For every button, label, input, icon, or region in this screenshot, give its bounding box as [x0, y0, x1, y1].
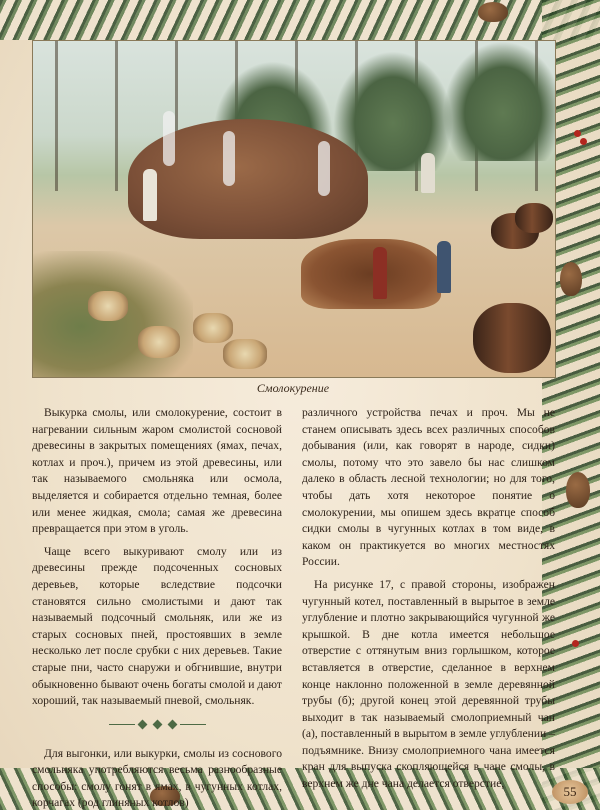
worker-figure: [143, 169, 157, 221]
berry-icon: [580, 138, 587, 145]
ornament-line: [180, 724, 206, 725]
page-number: 55: [552, 780, 588, 804]
stump: [88, 291, 128, 321]
leaf-icon: [137, 720, 147, 730]
tar-pit: [301, 239, 441, 309]
paragraph: Для выгонки, или выкурки, смолы из соснового смольняка употребляются весьма разнообразные способы: смолу гонят в ямах, в чугунных котлах, корчагах (род глиняных котлов): [32, 746, 282, 810]
text-column-right: [302, 405, 555, 799]
illustration-caption: Смолокурение: [256, 381, 330, 395]
pine-cone-icon: [560, 262, 582, 296]
paragraph: различного устройства печах и проч. Мы не станем описывать здесь всех различных способов добывания (или, как говорят в народе, сидки) смолы, потому что это завело бы нас слишком далеко в область лесной технологии; но для того, чтобы дать хотя некоторое понятие о смолокурении, мы опишем здесь вкратце способ сидки смолы в чугунных котлах в том виде, в каком он практикуется во многих местностях России.: [302, 406, 555, 569]
leaf-icon: [167, 720, 177, 730]
barrel: [515, 203, 553, 233]
text-column-left: [32, 405, 282, 810]
paragraph: Чаще всего выкуривают смолу или из древесины прежде подсоченных сосновых деревьев, которые вследствие подсочки становятся сильно смолистыми и дают так называемый подсочный смольняк, или же из старых сосновых пней, простоявших в земле несколько лет после срубки с них деревьев. Такие старые пни, часто снаружи и обгнившие, внутри обыкновенно бывают очень богаты смолой и дают хороший, так называемый пневой, смольняк.: [32, 544, 282, 708]
smoke: [163, 111, 175, 166]
tar-making-illustration: [32, 40, 556, 378]
worker-figure: [437, 241, 451, 293]
pine-tree: [443, 41, 556, 161]
pine-cone-icon: [566, 472, 590, 508]
paragraph: На рисунке 17, с правой стороны, изображен чугунный котел, поставленный в вырытое в земле углубление и плотно закрывающийся чугунной же крышкой. В дне котла имеется небольшое отверстие с оттянутым вниз горлышком, которое вставляется в отверстие, сделанное в верхнем конце наклонно положенной в земле деревянной трубы (б); другой конец этой деревянной трубы выходит в так называемый смолоприемный чан (а), поставленный в вырытом в земле углублении – подъямнике. Внизу смолоприемного чана имеется кран для выпуска скопляющейся в чане смолы, в верхнем же дне чана делается отверстие,: [302, 577, 555, 791]
stump: [223, 339, 267, 369]
berry-icon: [572, 640, 579, 647]
stump: [138, 326, 180, 358]
berry-icon: [574, 130, 581, 137]
stump: [193, 313, 233, 343]
ornament-divider: [32, 720, 282, 730]
smoke: [223, 131, 235, 186]
leaf-icon: [152, 720, 162, 730]
pine-cone-icon: [478, 2, 508, 22]
paragraph: Выкурка смолы, или смолокурение, состоит в нагревании сильным жаром смолистой сосновой древесины в закрытых помещениях (ямах, печах, котлах и проч.), причем из этой древесины, или так называемого смольняка или осмола, выделяется и собирается отдельно темная, более или менее жидкая, смола; самая же древесина превращается при этом в уголь.: [32, 406, 282, 536]
worker-figure: [373, 247, 387, 299]
worker-figure: [421, 153, 435, 193]
pine-border-top: [0, 0, 600, 40]
smoke: [318, 141, 330, 196]
barrel: [473, 303, 551, 373]
ornament-line: [109, 724, 135, 725]
